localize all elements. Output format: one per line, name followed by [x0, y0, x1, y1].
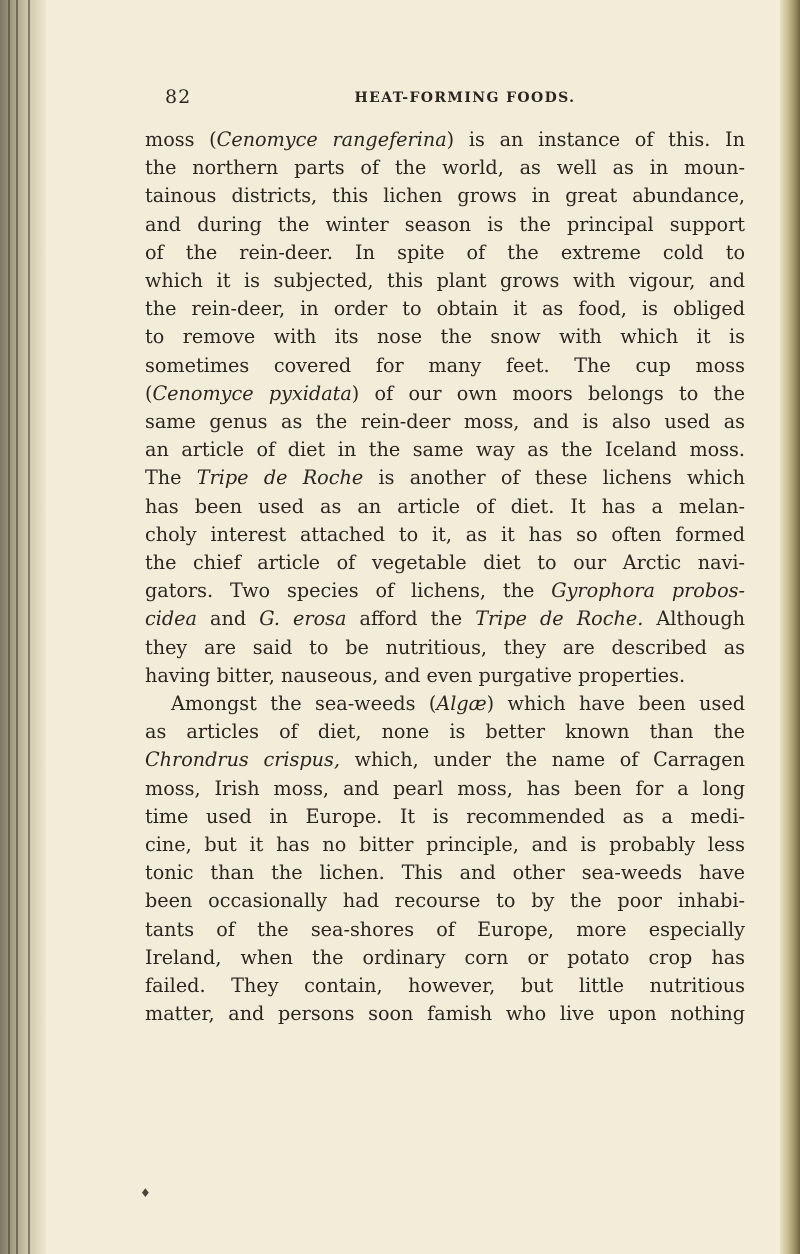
text-run: ) which have been used	[486, 692, 745, 716]
text-run: moss (	[145, 128, 217, 151]
text-line	[145, 239, 745, 267]
ink-speck-icon: ♦	[140, 1186, 151, 1200]
text-line	[145, 887, 745, 915]
text-line	[145, 859, 745, 887]
text-run: tonic than the lichen. This and other sea-weeds have	[145, 861, 745, 885]
text-run: Amongst the sea-weeds (	[171, 692, 437, 716]
text-run: has been used as an article of diet. It has a melan-	[145, 494, 745, 518]
text-run: tants of the sea-shores of Europe, more especially	[145, 917, 745, 941]
text-run: tainous districts, this lichen grows in great abundance,	[145, 184, 745, 208]
body-text	[145, 126, 745, 1029]
text-run: having bitter, nauseous, and even purgative properties.	[145, 663, 686, 687]
text-line	[145, 1000, 745, 1028]
text-run: ) of our own moors belongs to the	[351, 381, 745, 405]
text-line	[145, 352, 745, 380]
italic-term: Gyrophora probos-	[551, 579, 746, 603]
text-run: failed. They contain, however, but little nutritious	[145, 974, 745, 998]
text-run: matter, and persons soon famish who live upon nothing	[145, 1002, 745, 1026]
italic-term: Chrondrus crispus,	[145, 748, 340, 772]
italic-term: cidea	[145, 607, 197, 631]
text-line	[145, 126, 745, 154]
text-run: and	[196, 607, 260, 631]
italic-term: Tripe de Roche.	[475, 607, 644, 631]
text-line	[145, 577, 745, 605]
text-line	[145, 690, 745, 718]
italic-term: Cenomyce pyxidata	[152, 381, 352, 405]
text-line	[145, 775, 745, 803]
text-line	[145, 211, 745, 239]
text-run: Although	[643, 607, 745, 631]
italic-term: Cenomyce rangeferina	[216, 128, 447, 151]
text-line	[145, 154, 745, 182]
text-line	[145, 803, 745, 831]
text-line	[145, 916, 745, 944]
text-line	[145, 746, 745, 774]
italic-term: G. erosa	[259, 607, 347, 631]
text-run: gators. Two species of lichens, the	[145, 579, 552, 603]
text-line	[145, 605, 745, 633]
text-run: afford the	[346, 607, 476, 631]
text-run: and during the winter season is the principal support	[145, 212, 745, 236]
text-run: they are said to be nutritious, they are described as	[145, 635, 745, 659]
italic-term: Tripe de Roche	[196, 466, 364, 490]
text-line	[145, 408, 745, 436]
book-page	[145, 86, 745, 1029]
gutter-line	[16, 0, 18, 1254]
text-run: been occasionally had recourse to by the poor inhabi-	[145, 889, 745, 913]
text-line	[145, 380, 745, 408]
text-line	[145, 718, 745, 746]
text-run: to remove with its nose the snow with which it is	[145, 325, 745, 349]
text-run: of the rein-deer. In spite of the extreme cold to	[145, 240, 745, 264]
text-run: as articles of diet, none is better known than the	[145, 720, 745, 744]
text-run: is another of these lichens which	[363, 466, 745, 490]
text-run: The	[145, 466, 197, 490]
text-run: Ireland, when the ordinary corn or potato crop has	[145, 945, 745, 969]
text-line	[145, 634, 745, 662]
text-run: which, under the name of Carragen	[339, 748, 745, 772]
text-line	[145, 267, 745, 295]
text-run: same genus as the rein-deer moss, and is also used as	[145, 410, 745, 434]
text-line	[145, 493, 745, 521]
page-edge	[780, 0, 800, 1254]
page-header	[145, 86, 745, 110]
text-line	[145, 831, 745, 859]
text-line	[145, 464, 745, 492]
text-run: moss, Irish moss, and pearl moss, has been for a long	[145, 776, 745, 800]
text-run: ) is an instance of this. In	[446, 128, 745, 151]
text-run: choly interest attached to it, as it has so often formed	[145, 522, 745, 546]
gutter-line	[28, 0, 30, 1254]
page-number: 82	[165, 86, 192, 108]
text-run: cine, but it has no bitter principle, and is probably less	[145, 833, 745, 857]
text-line	[145, 323, 745, 351]
italic-term: Algæ	[436, 692, 487, 716]
text-line	[145, 944, 745, 972]
text-run: (	[145, 381, 153, 405]
text-run: an article of diet in the same way as the Iceland moss.	[145, 438, 745, 462]
gutter-line	[8, 0, 10, 1254]
text-line	[145, 662, 745, 690]
book-gutter	[0, 0, 46, 1254]
text-run: the rein-deer, in order to obtain it as food, is obliged	[145, 297, 745, 321]
text-run: which it is subjected, this plant grows with vigour, and	[145, 269, 745, 293]
text-line	[145, 436, 745, 464]
text-run: sometimes covered for many feet. The cup moss	[145, 353, 745, 377]
text-line	[145, 182, 745, 210]
text-run: time used in Europe. It is recommended as a medi-	[145, 804, 745, 828]
text-line	[145, 521, 745, 549]
text-run: the chief article of vegetable diet to our Arctic navi-	[145, 551, 745, 575]
text-run: the northern parts of the world, as well as in moun-	[145, 156, 745, 180]
text-line	[145, 295, 745, 323]
running-head: HEAT-FORMING FOODS.	[354, 90, 576, 106]
text-line	[145, 972, 745, 1000]
text-line	[145, 549, 745, 577]
